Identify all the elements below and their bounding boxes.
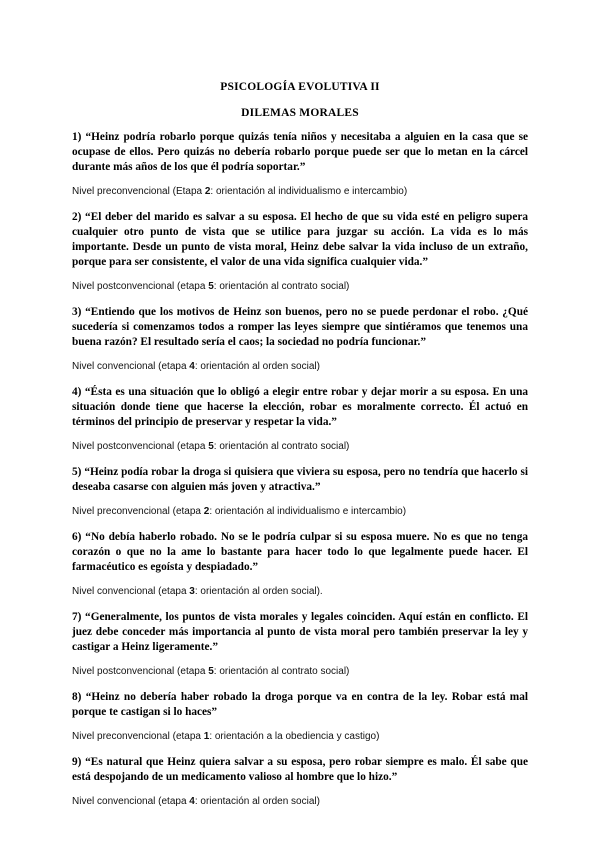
- dilemma-quote: 9) “Es natural que Heinz quiera salvar a su esposa, pero robar siempre es malo. Él sabe que está despojando de un medicamento valioso al hombre que lo hizo.”: [72, 756, 528, 783]
- moral-level: Nivel preconvencional (Etapa 2: orientación al individualismo e intercambio): [72, 186, 408, 197]
- stage-number: 3: [189, 586, 195, 597]
- stage-number: 2: [203, 506, 210, 517]
- moral-level: Nivel convencional (etapa 3: orientación al orden social).: [72, 586, 323, 597]
- moral-level: Nivel preconvencional (etapa 2: orientación al individualismo e intercambio): [72, 506, 407, 517]
- document-title: PSICOLOGÍA EVOLUTIVA II: [220, 81, 380, 93]
- dilemma-quote: 1) “Heinz podría robarlo porque quizás tenía niños y necesitaba a alguien en la casa que se ocupase de ellos. Pero quizás no debería robarlo porque puede ser que lo metan en la cárcel durante más años de los que él podría soportar.”: [72, 131, 528, 173]
- dilemma-quote: 2) “El deber del marido es salvar a su esposa. El hecho de que su vida esté en peligro supera cualquier otro punto de vista que se utilice para juzgar su acción. La vida es lo más importante. Desde un punto de vista moral, Heinz debe salvar la vida incluso de un extraño, porque para ser consistente, el valor de una vida significa cualquier vida.”: [72, 211, 528, 268]
- moral-level: Nivel postconvencional (etapa 5: orientación al contrato social): [72, 666, 350, 677]
- moral-level: Nivel convencional (etapa 4: orientación al orden social): [72, 796, 320, 807]
- dilemma-quote: 7) “Generalmente, los puntos de vista morales y legales coinciden. Aquí están en conflicto. El juez debe conceder más importancia al punto de vista moral pero también preservar la ley y castigar a Heinz ligeramente.”: [72, 611, 528, 653]
- dilemma-quote: 3) “Entiendo que los motivos de Heinz son buenos, pero no se puede perdonar el robo. ¿Qué sucedería si comenzamos todos a romper las leyes siempre que sintiéramos que tenemos una buena razón? El resultado sería el caos; la sociedad no podría funcionar.”: [72, 306, 528, 348]
- dilemma-item: [72, 530, 528, 598]
- dilemma-quote: 4) “Ésta es una situación que lo obligó a elegir entre robar y dejar morir a su esposa. En una situación donde tiene que hacerse la elección, robar es moralmente correcto. Él actuó en términos del principio de preservar y respetar la vida.”: [72, 386, 528, 428]
- stage-number: 1: [203, 731, 210, 742]
- stage-number: 5: [208, 666, 214, 677]
- dilemma-item: [72, 755, 528, 808]
- moral-level: Nivel preconvencional (etapa 1: orientación a la obediencia y castigo): [72, 731, 380, 742]
- dilemma-quote: 8) “Heinz no debería haber robado la droga porque va en contra de la ley. Robar está mal porque te castigan si lo haces”: [72, 691, 528, 718]
- dilemma-item: [72, 385, 528, 453]
- moral-level: Nivel convencional (etapa 4: orientación al orden social): [72, 361, 320, 372]
- stage-number: 5: [208, 441, 214, 452]
- dilemma-item: [72, 465, 528, 518]
- dilemma-item: [72, 210, 528, 293]
- stage-number: 5: [208, 281, 214, 292]
- dilemma-quote: 5) “Heinz podía robar la droga si quisiera que viviera su esposa, pero no tendría que hacerlo si deseaba casarse con alguien más joven y atractiva.”: [72, 466, 528, 493]
- dilemma-item: [72, 130, 528, 198]
- stage-number: 4: [189, 361, 195, 372]
- document-subtitle: DILEMAS MORALES: [241, 107, 359, 119]
- dilemma-item: [72, 690, 528, 743]
- moral-level: Nivel postconvencional (etapa 5: orientación al contrato social): [72, 281, 350, 292]
- dilemma-quote: 6) “No debía haberlo robado. No se le podría culpar si su esposa muere. No es que no tenga corazón o que no la ame lo bastante para hacer todo lo que legalmente puede hacer. El farmacéutico es egoísta y despiadado.”: [72, 531, 528, 573]
- stage-number: 2: [204, 186, 211, 197]
- dilemma-item: [72, 610, 528, 678]
- dilemma-item: [72, 305, 528, 373]
- moral-level: Nivel postconvencional (etapa 5: orientación al contrato social): [72, 441, 350, 452]
- stage-number: 4: [189, 796, 195, 807]
